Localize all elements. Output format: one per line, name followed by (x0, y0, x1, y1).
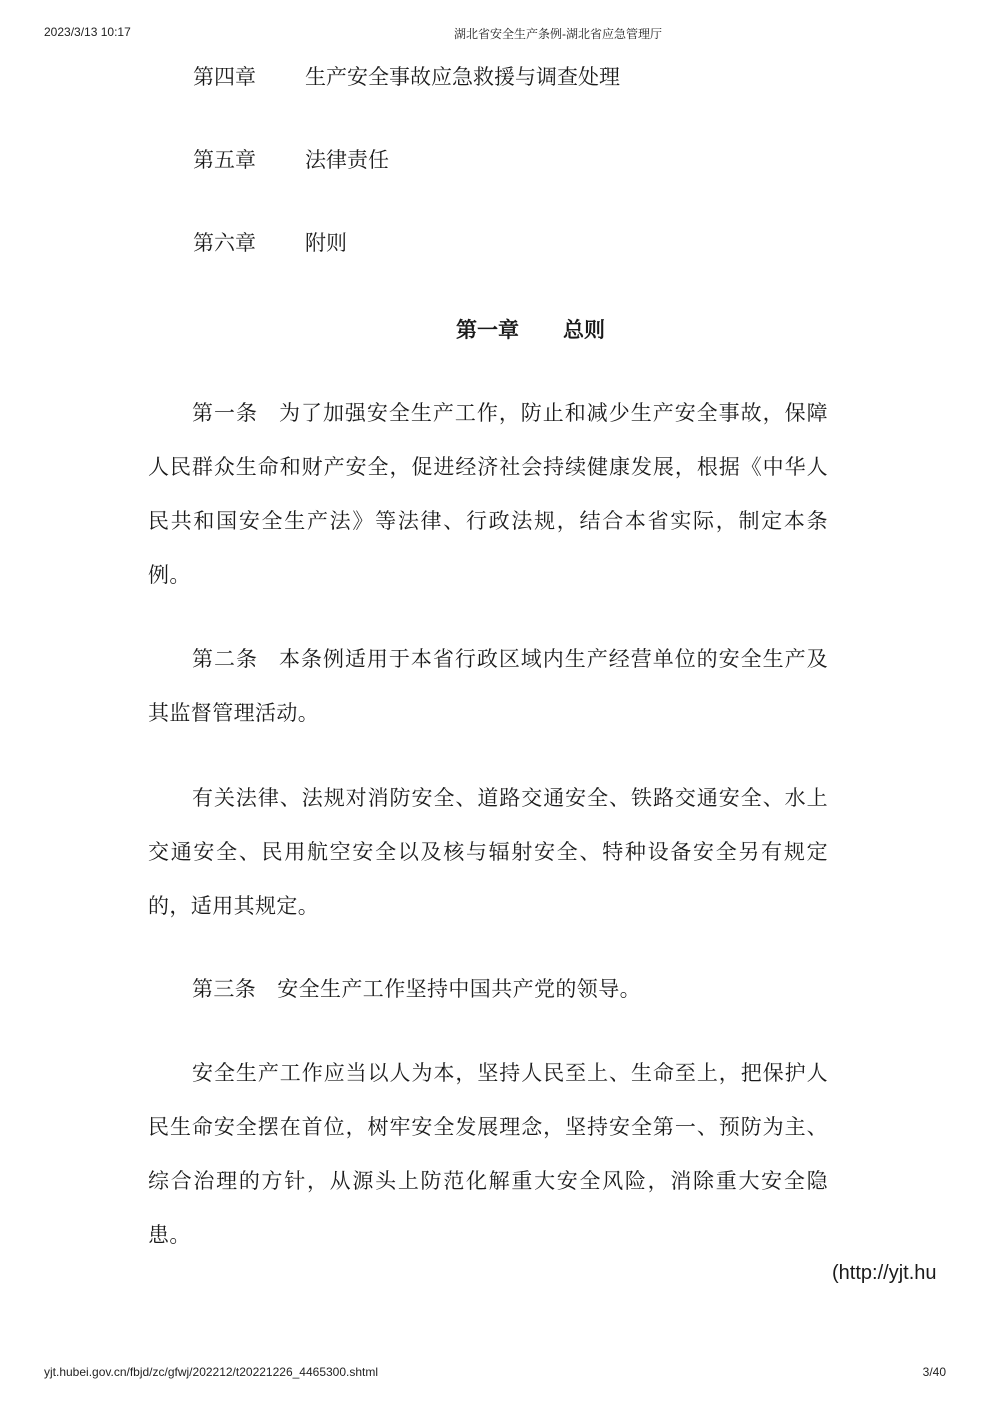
article-number: 第一条 (192, 401, 258, 425)
footer-url: yjt.hubei.gov.cn/fbjd/zc/gfwj/202212/t20221226_4465300.shtml (44, 1365, 379, 1379)
article-text: 为了加强安全生产工作，防止和减少生产安全事故，保障人民群众生命和财产安全，促进经济社会持续健康发展，根据《中华人民共和国安全生产法》等法律、行政法规，结合本省实际，制定本条例。 (148, 401, 829, 587)
article-paragraph (148, 771, 828, 933)
toc-entry (193, 145, 389, 175)
toc-entry (193, 228, 347, 258)
toc-chapter-title: 生产安全事故应急救援与调查处理 (305, 65, 620, 89)
toc-chapter-number: 第六章 (193, 231, 256, 255)
article-text: 安全生产工作坚持中国共产党的领导。 (277, 977, 642, 1001)
chapter-title: 总则 (563, 318, 605, 342)
article-paragraph (148, 632, 828, 740)
print-timestamp: 2023/3/13 10:17 (44, 25, 131, 39)
article-paragraph (148, 386, 828, 602)
toc-entry (193, 62, 620, 92)
article-paragraph (148, 1046, 828, 1262)
chapter-heading (0, 315, 991, 345)
truncated-url-link[interactable]: (http://yjt.hu (832, 1262, 937, 1284)
toc-chapter-title: 法律责任 (305, 148, 389, 172)
article-text: 安全生产工作应当以人为本，坚持人民至上、生命至上，把保护人民生命安全摆在首位，树牢安全发展理念，坚持安全第一、预防为主、综合治理的方针，从源头上防范化解重大安全风险，消除重大安全隐患。 (148, 1061, 828, 1247)
article-paragraph (148, 962, 828, 1016)
article-number: 第二条 (192, 647, 258, 671)
page-number: 3/40 (922, 1365, 946, 1379)
article-number: 第三条 (192, 977, 257, 1001)
chapter-number: 第一章 (456, 318, 519, 342)
toc-chapter-number: 第五章 (193, 148, 256, 172)
page-header-title: 湖北省安全生产条例-湖北省应急管理厅 (454, 27, 662, 41)
article-text: 有关法律、法规对消防安全、道路交通安全、铁路交通安全、水上交通安全、民用航空安全以及核与辐射安全、特种设备安全另有规定的，适用其规定。 (148, 786, 828, 918)
toc-chapter-title: 附则 (305, 231, 347, 255)
article-text: 本条例适用于本省行政区域内生产经营单位的安全生产及其监督管理活动。 (148, 647, 829, 725)
toc-chapter-number: 第四章 (193, 65, 256, 89)
